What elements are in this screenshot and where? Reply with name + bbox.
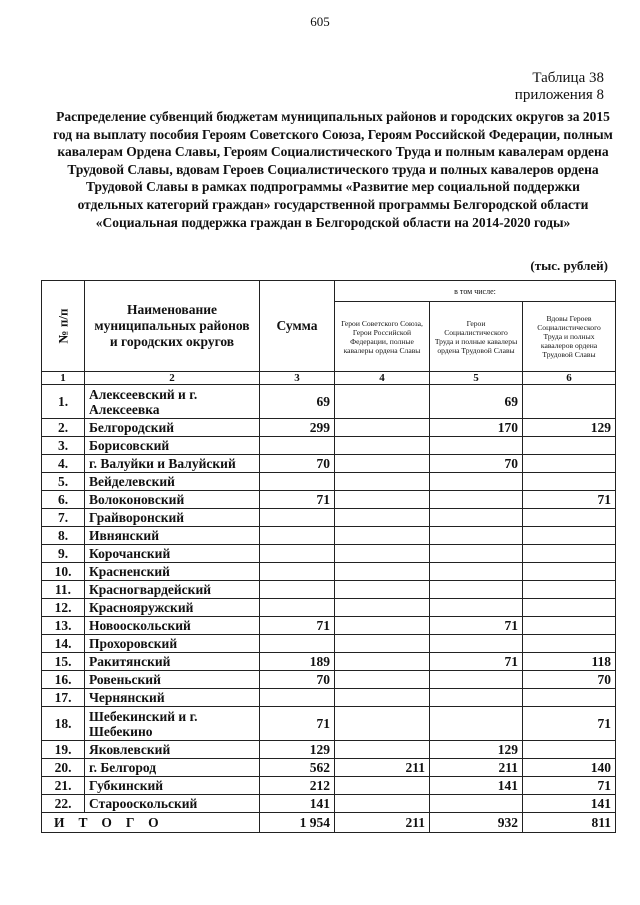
col4-cell — [335, 385, 430, 419]
sum-cell — [260, 437, 335, 455]
row-number: 4. — [42, 455, 85, 473]
col5-cell — [430, 671, 523, 689]
table-row — [42, 437, 616, 455]
district-name: Красногвардейский — [85, 581, 260, 599]
district-name: Шебекинский и г. Шебекино — [85, 707, 260, 741]
col4-cell — [335, 777, 430, 795]
col5-cell — [430, 635, 523, 653]
col5-cell — [430, 509, 523, 527]
row-number: 11. — [42, 581, 85, 599]
col5-cell — [430, 795, 523, 813]
row-number: 17. — [42, 689, 85, 707]
row-number: 18. — [42, 707, 85, 741]
col6-cell — [523, 437, 616, 455]
sum-cell: 71 — [260, 617, 335, 635]
col6-cell: 140 — [523, 759, 616, 777]
row-number: 3. — [42, 437, 85, 455]
col4-cell: 211 — [335, 759, 430, 777]
col5-cell — [430, 527, 523, 545]
table-row — [42, 653, 616, 671]
row-number: 12. — [42, 599, 85, 617]
table-row — [42, 385, 616, 419]
col5-cell: 71 — [430, 617, 523, 635]
col5-cell: 70 — [430, 455, 523, 473]
sum-cell — [260, 473, 335, 491]
col4-cell — [335, 795, 430, 813]
district-name: Грайворонский — [85, 509, 260, 527]
col6-cell — [523, 509, 616, 527]
row-number: 6. — [42, 491, 85, 509]
col6-cell: 129 — [523, 419, 616, 437]
row-number: 16. — [42, 671, 85, 689]
page-number: 605 — [310, 14, 330, 29]
row-number: 8. — [42, 527, 85, 545]
table-row — [42, 491, 616, 509]
header-col4: Герои Советского Союза, Герои Российской Федерации, полные кавалеры ордена Славы — [335, 302, 430, 372]
table-row — [42, 545, 616, 563]
col6-cell — [523, 473, 616, 491]
table-row — [42, 581, 616, 599]
total-col5: 932 — [430, 813, 523, 833]
sum-cell: 562 — [260, 759, 335, 777]
column-number: 4 — [335, 372, 430, 385]
document-title: Распределение субвенций бюджетам муниципальных районов и городских округов за 2015 год на выплату пособия Героям Советского Союза, Героям Российской Федерации, полным кавалерам Ордена Славы, Героям Социалистического Труда и полным кавалерам ордена Трудовой Славы, вдовам Героев Социалистического труда и полных кавалеров ордена Трудовой Славы в рамках подпрограммы «Развитие мер социальной поддержки отдельных категорий граждан» государственной программы Белгородской области «Социальная поддержка граждан в Белгородской области на 2014-2020 годы» — [53, 109, 613, 230]
district-name: Прохоровский — [85, 635, 260, 653]
col6-cell — [523, 741, 616, 759]
column-number: 5 — [430, 372, 523, 385]
district-name: Ровеньский — [85, 671, 260, 689]
col5-cell — [430, 563, 523, 581]
table-row — [42, 759, 616, 777]
sum-cell: 70 — [260, 455, 335, 473]
col4-cell — [335, 599, 430, 617]
col5-cell — [430, 689, 523, 707]
col4-cell — [335, 707, 430, 741]
col6-cell: 141 — [523, 795, 616, 813]
table-row — [42, 473, 616, 491]
row-number: 13. — [42, 617, 85, 635]
col4-cell — [335, 581, 430, 599]
sum-cell: 71 — [260, 707, 335, 741]
table-ref-line2: приложения 8 — [514, 87, 604, 103]
table-row — [42, 455, 616, 473]
table-row — [42, 419, 616, 437]
district-name: Ивнянский — [85, 527, 260, 545]
total-row — [42, 813, 616, 833]
table-row — [42, 689, 616, 707]
district-name: Борисовский — [85, 437, 260, 455]
col5-cell — [430, 545, 523, 563]
col6-cell: 70 — [523, 671, 616, 689]
col5-cell — [430, 581, 523, 599]
total-col4: 211 — [335, 813, 430, 833]
row-number: 10. — [42, 563, 85, 581]
row-number: 2. — [42, 419, 85, 437]
sum-cell: 212 — [260, 777, 335, 795]
table-row — [42, 741, 616, 759]
district-name: Ракитянский — [85, 653, 260, 671]
district-name: Губкинский — [85, 777, 260, 795]
header-row-number — [42, 281, 85, 372]
district-name: Корочанский — [85, 545, 260, 563]
table-row — [42, 671, 616, 689]
col5-cell — [430, 599, 523, 617]
table-row — [42, 635, 616, 653]
sum-cell: 189 — [260, 653, 335, 671]
col4-cell — [335, 473, 430, 491]
col5-cell — [430, 707, 523, 741]
district-name: Чернянский — [85, 689, 260, 707]
table-row — [42, 795, 616, 813]
col5-cell — [430, 491, 523, 509]
district-name: Белгородский — [85, 419, 260, 437]
col5-cell: 71 — [430, 653, 523, 671]
district-name: Яковлевский — [85, 741, 260, 759]
total-label: ИТОГО — [42, 813, 260, 833]
col4-cell — [335, 527, 430, 545]
sum-cell — [260, 635, 335, 653]
sum-cell — [260, 689, 335, 707]
col6-cell — [523, 385, 616, 419]
sum-cell — [260, 563, 335, 581]
sum-cell — [260, 509, 335, 527]
district-name: Алексеевский и г. Алексеевка — [85, 385, 260, 419]
row-number: 19. — [42, 741, 85, 759]
header-col6: Вдовы Героев Социалистического Труда и полных кавалеров ордена Трудовой Славы — [523, 302, 616, 372]
table-row — [42, 527, 616, 545]
table-row — [42, 707, 616, 741]
col4-cell — [335, 671, 430, 689]
col5-cell: 69 — [430, 385, 523, 419]
col6-cell: 71 — [523, 777, 616, 795]
column-numbers-row — [42, 372, 616, 385]
district-name: Вейделевский — [85, 473, 260, 491]
sum-cell: 141 — [260, 795, 335, 813]
table-row — [42, 563, 616, 581]
col6-cell — [523, 563, 616, 581]
row-number: 5. — [42, 473, 85, 491]
header-col5: Герои Социалистического Труда и полные кавалеры ордена Трудовой Славы — [430, 302, 523, 372]
col6-cell — [523, 581, 616, 599]
sum-cell: 299 — [260, 419, 335, 437]
sum-cell — [260, 599, 335, 617]
col6-cell — [523, 689, 616, 707]
row-number: 7. — [42, 509, 85, 527]
district-name: Старооскольский — [85, 795, 260, 813]
sum-cell: 70 — [260, 671, 335, 689]
row-number: 15. — [42, 653, 85, 671]
col6-cell — [523, 527, 616, 545]
col6-cell — [523, 617, 616, 635]
col4-cell — [335, 491, 430, 509]
col4-cell — [335, 509, 430, 527]
col6-cell — [523, 545, 616, 563]
col4-cell — [335, 419, 430, 437]
header-name: Наименование муниципальных районов и городских округов — [85, 281, 260, 372]
header-sum: Сумма — [260, 281, 335, 372]
col4-cell — [335, 563, 430, 581]
sum-cell — [260, 527, 335, 545]
table-ref-line1: Таблица 38 — [532, 70, 604, 86]
table-row — [42, 599, 616, 617]
row-number: 21. — [42, 777, 85, 795]
sum-cell — [260, 545, 335, 563]
total-col6: 811 — [523, 813, 616, 833]
col5-cell: 141 — [430, 777, 523, 795]
district-name: Волоконовский — [85, 491, 260, 509]
col5-cell — [430, 437, 523, 455]
units-label: (тыс. рублей) — [530, 258, 608, 273]
col4-cell — [335, 455, 430, 473]
column-number: 1 — [42, 372, 85, 385]
row-number: 1. — [42, 385, 85, 419]
sum-cell: 71 — [260, 491, 335, 509]
col6-cell — [523, 455, 616, 473]
col4-cell — [335, 741, 430, 759]
col4-cell — [335, 617, 430, 635]
district-name: Новооскольский — [85, 617, 260, 635]
col6-cell: 118 — [523, 653, 616, 671]
header-row-number-label: № п/п — [55, 308, 70, 344]
col5-cell: 170 — [430, 419, 523, 437]
col4-cell — [335, 635, 430, 653]
sum-cell — [260, 581, 335, 599]
col4-cell — [335, 653, 430, 671]
row-number: 14. — [42, 635, 85, 653]
district-name: Красненский — [85, 563, 260, 581]
col6-cell — [523, 635, 616, 653]
col6-cell: 71 — [523, 707, 616, 741]
total-sum: 1 954 — [260, 813, 335, 833]
col4-cell — [335, 437, 430, 455]
column-number: 2 — [85, 372, 260, 385]
sum-cell: 129 — [260, 741, 335, 759]
col5-cell — [430, 473, 523, 491]
district-name: г. Валуйки и Валуйский — [85, 455, 260, 473]
column-number: 6 — [523, 372, 616, 385]
sum-cell: 69 — [260, 385, 335, 419]
col6-cell — [523, 599, 616, 617]
column-number: 3 — [260, 372, 335, 385]
district-name: г. Белгород — [85, 759, 260, 777]
row-number: 20. — [42, 759, 85, 777]
table-row — [42, 777, 616, 795]
table-row — [42, 509, 616, 527]
row-number: 9. — [42, 545, 85, 563]
col5-cell: 129 — [430, 741, 523, 759]
col5-cell: 211 — [430, 759, 523, 777]
row-number: 22. — [42, 795, 85, 813]
subsidy-table — [41, 280, 616, 833]
district-name: Краснояружский — [85, 599, 260, 617]
header-including: в том числе: — [335, 281, 616, 302]
col4-cell — [335, 545, 430, 563]
col4-cell — [335, 689, 430, 707]
col6-cell: 71 — [523, 491, 616, 509]
table-row — [42, 617, 616, 635]
table-reference — [515, 70, 604, 104]
